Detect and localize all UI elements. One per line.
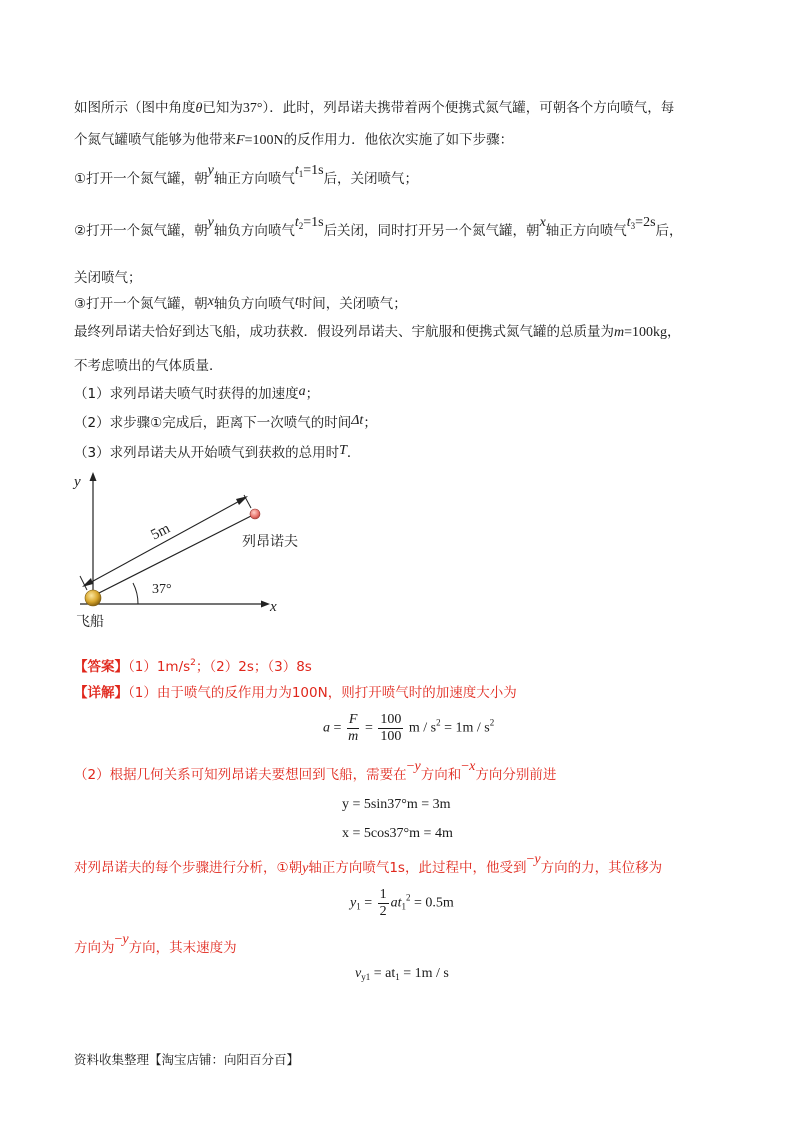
dimension-tick-end bbox=[244, 495, 251, 508]
problem-line-2: 个氮气罐喷气能够为他带来F=100N的反作用力．他依次实施了如下步骤： bbox=[74, 132, 514, 148]
x-axis-label: x bbox=[270, 599, 277, 615]
detail-line-3: 对列昂诺夫的每个步骤进行分析，①朝y轴正方向喷气1s，此过程中，他受到−y方向的力，其位移为 bbox=[74, 852, 663, 876]
x-axis-arrow-icon bbox=[261, 601, 270, 608]
spaceship-icon bbox=[85, 590, 101, 606]
footer-note: 资料收集整理【淘宝店铺：向阳百分百】 bbox=[74, 1052, 300, 1067]
equation-vy1: $v_{y1} = at_1 = 1m / s$ bbox=[355, 966, 449, 982]
equation-acceleration: a = $\frac{F}{m}$ = $\frac{100}{100}$ $m / s^2 = 1m / s^2$ bbox=[323, 712, 495, 744]
physics-diagram bbox=[60, 468, 320, 638]
y-axis-arrow-icon bbox=[90, 472, 97, 481]
problem-line-6: ③打开一个氮气罐，朝x轴负方向喷气t时间，关闭喷气； bbox=[74, 294, 407, 312]
dimension-arrow-end-icon bbox=[236, 496, 248, 505]
path-line bbox=[93, 514, 255, 596]
problem-line-7: 最终列昂诺夫恰好到达飞船，成功获救．假设列昂诺夫、宇航服和便携式氮气罐的总质量为m=100kg， bbox=[74, 324, 681, 340]
problem-line-3: ①打开一个氮气罐，朝y轴正方向喷气$t_1=1s$后，关闭喷气； bbox=[74, 163, 419, 187]
angle-arc bbox=[133, 583, 138, 604]
equation-x-displacement: x = 5cos37°m = 4m bbox=[342, 826, 453, 841]
astronaut-label: 列昂诺夫 bbox=[242, 534, 298, 550]
detail-line-1: 【详解】（1）由于喷气的反作用力为100N，则打开喷气时的加速度大小为 bbox=[74, 685, 517, 701]
detail-line-2: （2）根据几何关系可知列昂诺夫要想回到飞船，需要在−y方向和−x方向分别前进 bbox=[74, 759, 557, 783]
problem-line-1: 如图所示（图中角度θ已知为37°）．此时，列昂诺夫携带着两个便携式氮气罐，可朝各个方向喷气，每 bbox=[74, 100, 675, 116]
astronaut-icon bbox=[250, 509, 260, 519]
problem-line-8: 不考虑喷出的气体质量． bbox=[74, 358, 223, 374]
question-1: （1）求列昂诺夫喷气时获得的加速度a； bbox=[74, 384, 320, 402]
y-axis-label: y bbox=[74, 474, 81, 490]
dimension-tick-start bbox=[80, 576, 87, 590]
equation-y-displacement: y = 5sin37°m = 3m bbox=[342, 797, 451, 812]
spaceship-label: 飞船 bbox=[76, 614, 104, 630]
answer-line: 【答案】$(1)1m/s^2$；（2）2s；（3）8s bbox=[74, 658, 312, 675]
question-3: （3）求列昂诺夫从开始喷气到获救的总用时T． bbox=[74, 443, 361, 461]
detail-line-4: 方向为−y方向，其末速度为 bbox=[74, 932, 237, 956]
problem-line-4: ②打开一个氮气罐，朝y轴负方向喷气$t_2=1s$后关闭，同时打开另一个氮气罐，朝x轴正方向喷气$t_3=2s$后， bbox=[74, 215, 683, 239]
dimension-line bbox=[84, 498, 245, 586]
distance-label: 5m bbox=[148, 520, 173, 544]
equation-y1: $y_1$ = $\frac{1}{2}$ $at_1^2 = 0.5m$ bbox=[350, 887, 454, 919]
angle-label: 37° bbox=[152, 582, 172, 597]
question-2: （2）求步骤①完成后，距离下一次喷气的时间Δt； bbox=[74, 413, 377, 431]
problem-line-5: 关闭喷气； bbox=[74, 270, 142, 286]
